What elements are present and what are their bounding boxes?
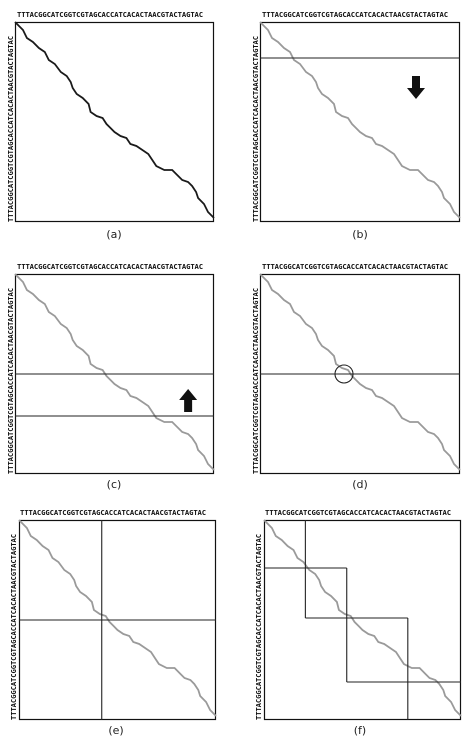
- arrow-up-icon: [179, 389, 197, 412]
- caption-f: (f): [353, 724, 367, 737]
- dot-plot-d: [260, 274, 460, 474]
- caption-e: (e): [108, 724, 124, 737]
- caption-d: (d): [352, 478, 368, 491]
- sequence-left-c: TTTACGGCATCGGTCGTAGCACCATCACACTAACGTACTAGTAC: [6, 288, 15, 474]
- sequence-left-e: TTTACGGCATCGGTCGTAGCACCATCACACTAACGTACTAGTAC: [9, 534, 18, 720]
- dot-plot-f: [264, 520, 461, 720]
- caption-c: (c): [106, 478, 122, 491]
- dot-plot-b: [260, 22, 460, 222]
- dot-plot-a: [15, 22, 214, 222]
- alignment-path: [15, 274, 214, 470]
- sequence-top-a: TTTACGGCATCGGTCGTAGCACCATCACACTAACGTACTAGTAC: [17, 10, 203, 19]
- alignment-path: [260, 274, 460, 470]
- sequence-top-f: TTTACGGCATCGGTCGTAGCACCATCACACTAACGTACTAGTAC: [265, 508, 451, 517]
- sequence-top-b: TTTACGGCATCGGTCGTAGCACCATCACACTAACGTACTAGTAC: [262, 10, 448, 19]
- caption-b: (b): [352, 228, 368, 241]
- sequence-left-a: TTTACGGCATCGGTCGTAGCACCATCACACTAACGTACTAGTAC: [6, 36, 15, 222]
- dot-plot-e: [19, 520, 216, 720]
- sequence-left-b: TTTACGGCATCGGTCGTAGCACCATCACACTAACGTACTAGTAC: [251, 36, 260, 222]
- alignment-path: [15, 22, 214, 218]
- alignment-path: [260, 22, 460, 218]
- dot-plot-c: [15, 274, 214, 474]
- alignment-path: [19, 520, 216, 716]
- sequence-top-c: TTTACGGCATCGGTCGTAGCACCATCACACTAACGTACTAGTAC: [17, 262, 203, 271]
- sequence-top-e: TTTACGGCATCGGTCGTAGCACCATCACACTAACGTACTAGTAC: [20, 508, 206, 517]
- sequence-top-d: TTTACGGCATCGGTCGTAGCACCATCACACTAACGTACTAGTAC: [262, 262, 448, 271]
- sequence-left-d: TTTACGGCATCGGTCGTAGCACCATCACACTAACGTACTAGTAC: [251, 288, 260, 474]
- sequence-left-f: TTTACGGCATCGGTCGTAGCACCATCACACTAACGTACTAGTAC: [254, 534, 263, 720]
- arrow-down-icon: [407, 76, 425, 99]
- caption-a: (a): [106, 228, 122, 241]
